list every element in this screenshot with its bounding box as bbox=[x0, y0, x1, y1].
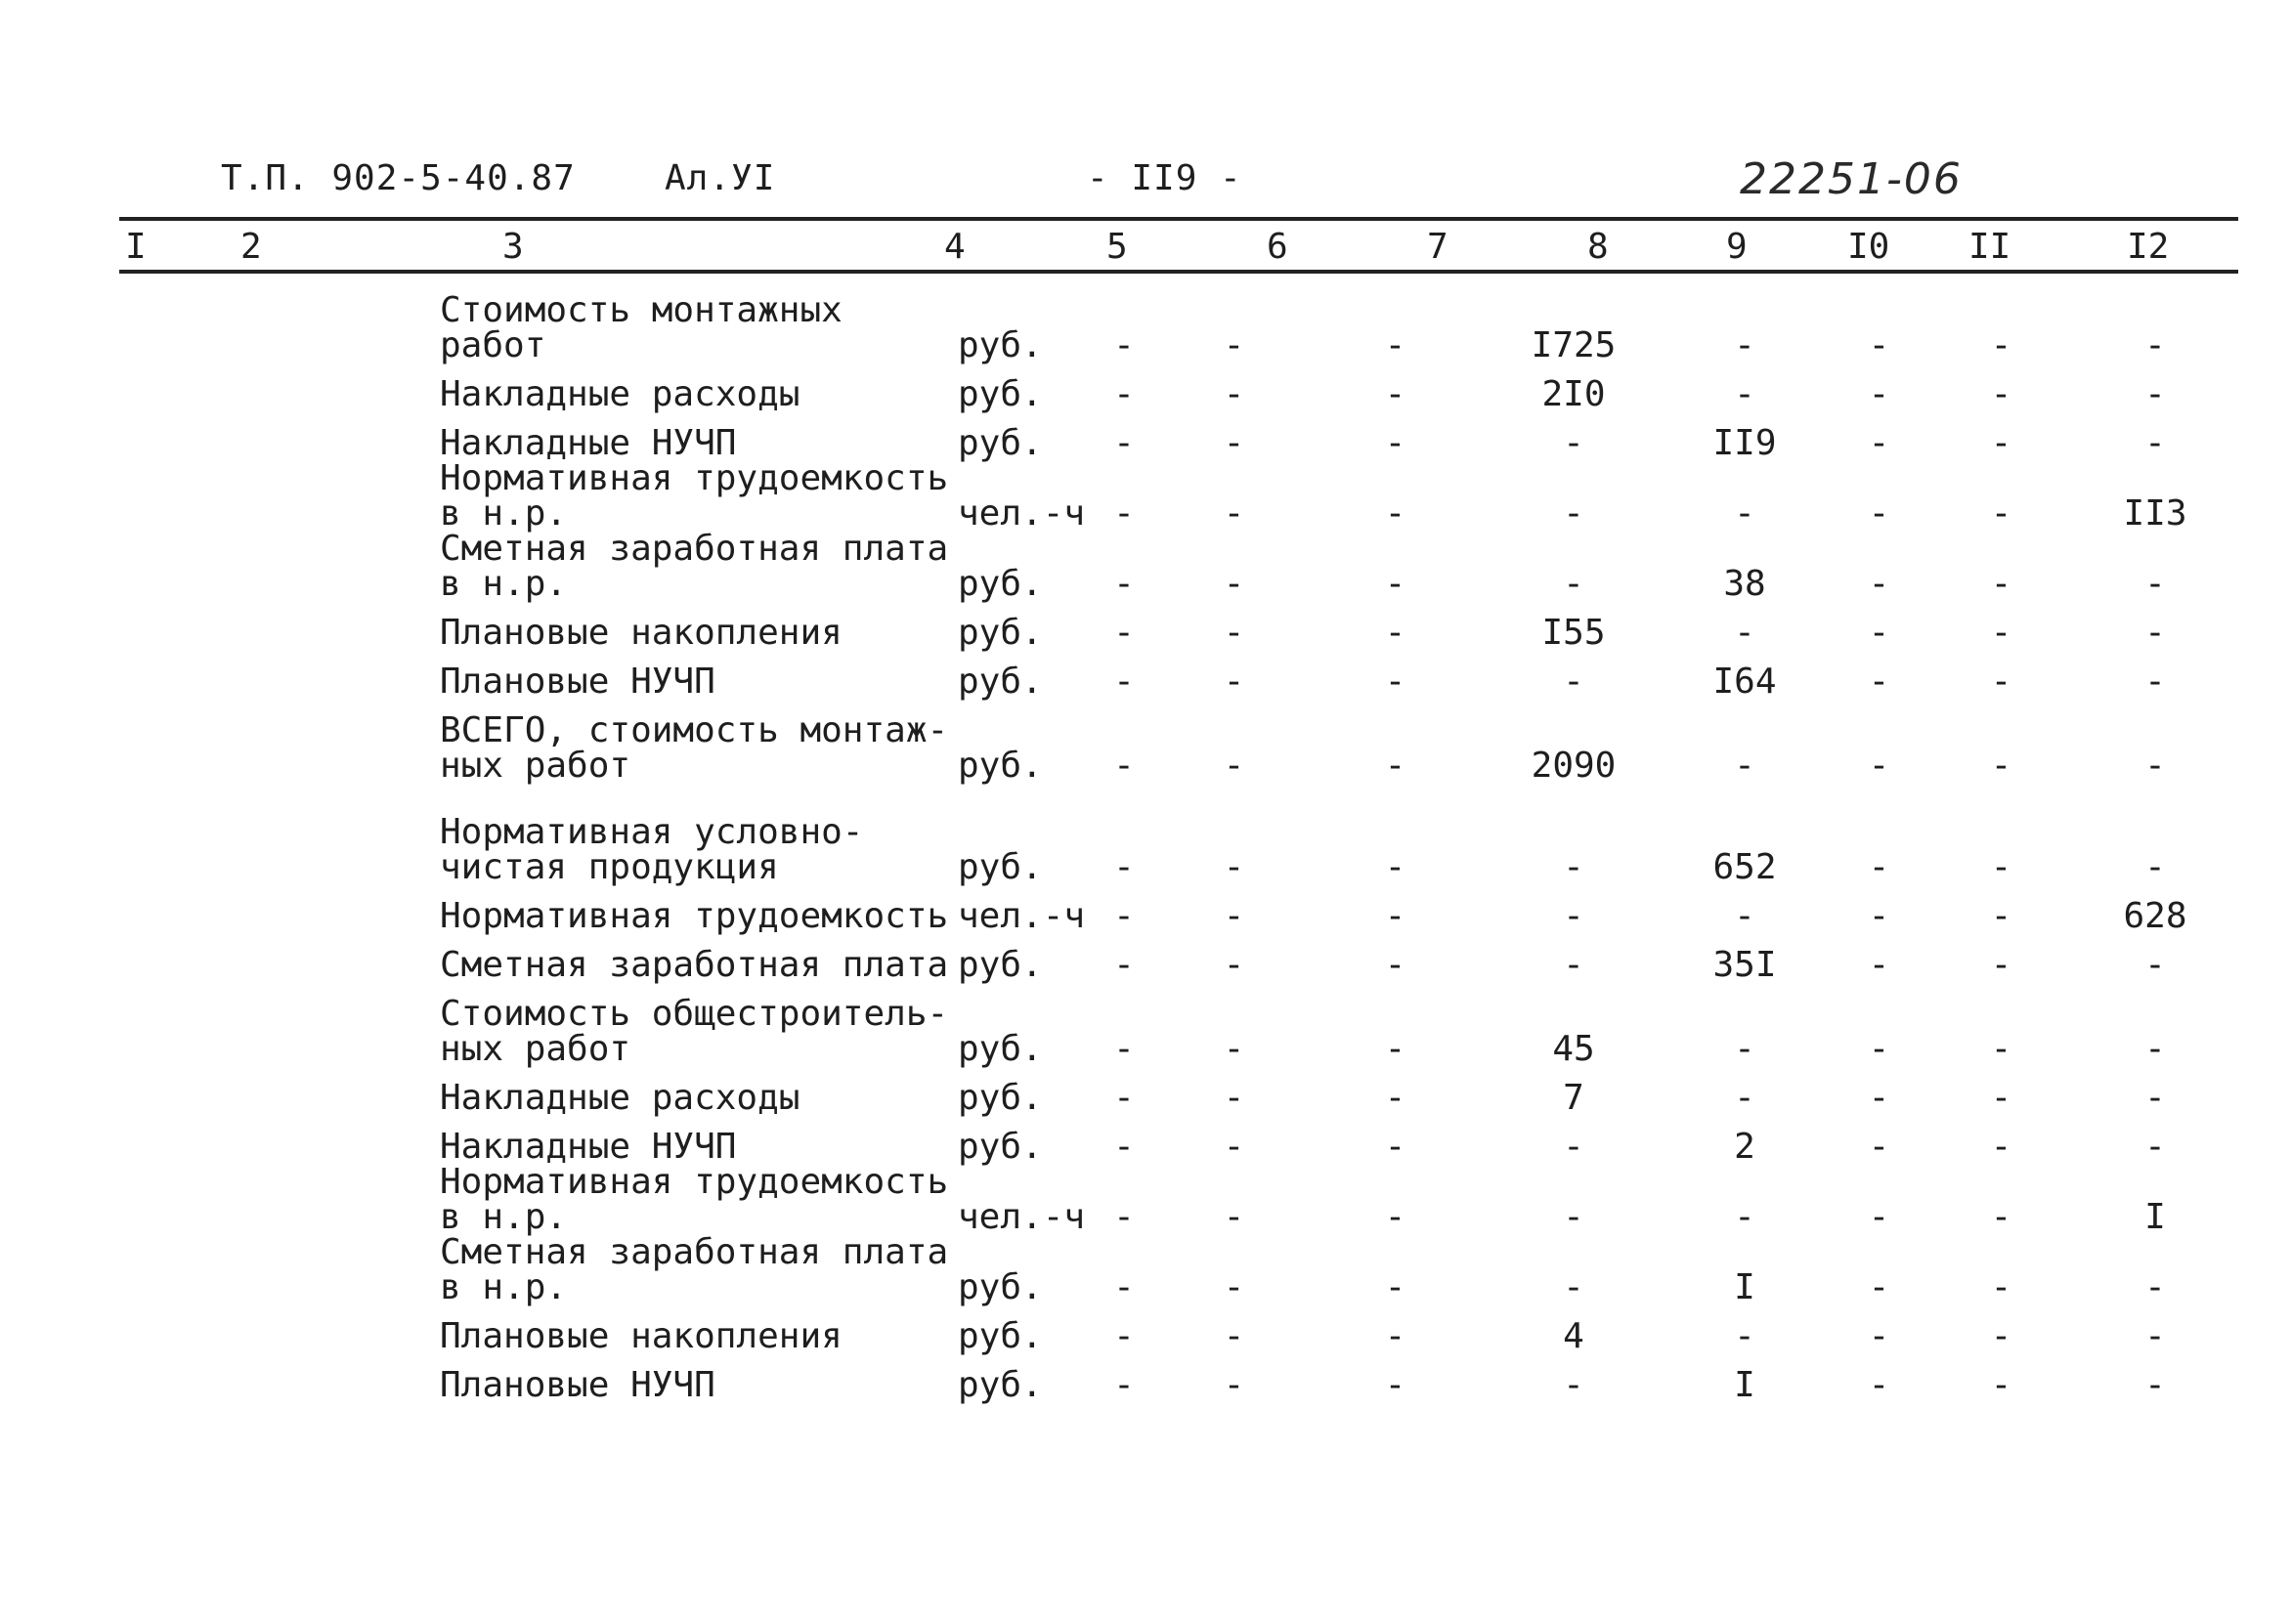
cell-col-6: - bbox=[1223, 374, 1245, 414]
cell-col-12: - bbox=[2144, 746, 2166, 786]
table-row bbox=[0, 1067, 2291, 1116]
cell-col-10: - bbox=[1868, 1267, 1890, 1307]
cell-col-7: - bbox=[1384, 423, 1406, 463]
cell-col-11: - bbox=[1990, 613, 2012, 653]
column-number: 2 bbox=[240, 227, 262, 267]
column-number: 3 bbox=[502, 227, 524, 267]
cell-col-9: - bbox=[1734, 1029, 1755, 1069]
cell-col-10: - bbox=[1868, 1078, 1890, 1118]
cell-col-7: - bbox=[1384, 746, 1406, 786]
cell-col-6: - bbox=[1223, 423, 1245, 463]
cell-col-5: - bbox=[1113, 1365, 1135, 1405]
estimate-table-body bbox=[0, 290, 2291, 1405]
row-indent bbox=[0, 293, 440, 363]
row-indent bbox=[0, 1235, 440, 1305]
estimate-table bbox=[0, 290, 2291, 1405]
row-indent bbox=[0, 412, 440, 461]
column-number: I2 bbox=[2127, 227, 2170, 267]
cell-col-8: - bbox=[1563, 1197, 1584, 1237]
row-indent bbox=[0, 1354, 440, 1403]
cell-col-10: - bbox=[1868, 945, 1890, 985]
cell-col-6: - bbox=[1223, 325, 1245, 365]
cell-col-10: - bbox=[1868, 1127, 1890, 1167]
cell-col-11: - bbox=[1990, 564, 2012, 604]
cell-col-7: - bbox=[1384, 493, 1406, 534]
cell-col-8: - bbox=[1563, 1127, 1584, 1167]
cell-col-12: - bbox=[2144, 1316, 2166, 1356]
cell-col-12: 628 bbox=[2123, 896, 2187, 936]
cell-col-11: - bbox=[1990, 493, 2012, 534]
cell-col-6: - bbox=[1223, 564, 1245, 604]
cell-col-11: - bbox=[1990, 1316, 2012, 1356]
row-unit: руб. bbox=[958, 374, 1043, 414]
cell-col-7: - bbox=[1384, 847, 1406, 887]
cell-col-12: - bbox=[2144, 374, 2166, 414]
cell-col-10: - bbox=[1868, 1316, 1890, 1356]
cell-col-10: - bbox=[1868, 746, 1890, 786]
table-row bbox=[0, 602, 2291, 651]
row-name: Плановые НУЧП bbox=[440, 662, 715, 702]
row-indent bbox=[0, 983, 440, 1067]
row-unit: чел.-ч bbox=[958, 1197, 1086, 1237]
row-unit: руб. bbox=[958, 1267, 1043, 1307]
row-unit: руб. bbox=[958, 1127, 1043, 1167]
row-indent bbox=[0, 461, 440, 532]
row-indent bbox=[0, 532, 440, 602]
cell-col-11: - bbox=[1990, 325, 2012, 365]
cell-col-12: - bbox=[2144, 613, 2166, 653]
cell-col-10: - bbox=[1868, 1029, 1890, 1069]
column-number: 9 bbox=[1726, 227, 1748, 267]
row-unit: чел.-ч bbox=[958, 493, 1086, 534]
cell-col-5: - bbox=[1113, 1127, 1135, 1167]
cell-col-8: 4 bbox=[1563, 1316, 1584, 1356]
table-row bbox=[0, 651, 2291, 700]
row-unit: руб. bbox=[958, 1316, 1043, 1356]
cell-col-5: - bbox=[1113, 564, 1135, 604]
row-name: Нормативная условно- чистая продукция bbox=[440, 812, 864, 887]
cell-col-12: - bbox=[2144, 1365, 2166, 1405]
row-indent bbox=[0, 1067, 440, 1116]
row-unit: руб. bbox=[958, 1078, 1043, 1118]
cell-col-5: - bbox=[1113, 896, 1135, 936]
cell-col-7: - bbox=[1384, 613, 1406, 653]
row-indent bbox=[0, 1165, 440, 1235]
cell-col-8: 2090 bbox=[1531, 746, 1617, 786]
cell-col-12: - bbox=[2144, 564, 2166, 604]
table-row bbox=[0, 293, 2291, 363]
cell-col-7: - bbox=[1384, 1197, 1406, 1237]
cell-col-5: - bbox=[1113, 662, 1135, 702]
column-number: 6 bbox=[1267, 227, 1288, 267]
cell-col-11: - bbox=[1990, 1029, 2012, 1069]
table-row bbox=[0, 1305, 2291, 1354]
cell-col-12: - bbox=[2144, 325, 2166, 365]
row-name: Стоимость монтажных работ bbox=[440, 290, 843, 365]
table-row bbox=[0, 700, 2291, 784]
row-unit: руб. bbox=[958, 746, 1043, 786]
cell-col-9: 652 bbox=[1712, 847, 1777, 887]
cell-col-7: - bbox=[1384, 1078, 1406, 1118]
row-indent bbox=[0, 651, 440, 700]
cell-col-8: - bbox=[1563, 847, 1584, 887]
column-number: I0 bbox=[1847, 227, 1890, 267]
table-row bbox=[0, 412, 2291, 461]
table-row bbox=[0, 934, 2291, 983]
row-name: ВСЕГО, стоимость монтаж- ных работ bbox=[440, 710, 949, 786]
cell-col-11: - bbox=[1990, 1078, 2012, 1118]
row-name: Сметная заработная плата bbox=[440, 945, 949, 985]
cell-col-5: - bbox=[1113, 945, 1135, 985]
cell-col-10: - bbox=[1868, 564, 1890, 604]
cell-col-6: - bbox=[1223, 1316, 1245, 1356]
cell-col-9: - bbox=[1734, 1316, 1755, 1356]
cell-col-10: - bbox=[1868, 423, 1890, 463]
cell-col-10: - bbox=[1868, 374, 1890, 414]
cell-col-9: I bbox=[1734, 1365, 1755, 1405]
cell-col-9: - bbox=[1734, 613, 1755, 653]
cell-col-7: - bbox=[1384, 1029, 1406, 1069]
row-unit: руб. bbox=[958, 564, 1043, 604]
table-row bbox=[0, 1235, 2291, 1305]
cell-col-9: 35I bbox=[1712, 945, 1777, 985]
cell-col-12: - bbox=[2144, 423, 2166, 463]
cell-col-8: 45 bbox=[1552, 1029, 1595, 1069]
cell-col-12: - bbox=[2144, 662, 2166, 702]
cell-col-8: 2I0 bbox=[1541, 374, 1606, 414]
document-code: Т.П. 902-5-40.87 bbox=[221, 158, 576, 198]
handwritten-number: 22251-06 bbox=[1740, 154, 1963, 204]
row-unit: руб. bbox=[958, 1029, 1043, 1069]
row-indent bbox=[0, 602, 440, 651]
cell-col-12: I bbox=[2144, 1197, 2166, 1237]
header-rule-top bbox=[119, 217, 2238, 221]
cell-col-11: - bbox=[1990, 423, 2012, 463]
cell-col-11: - bbox=[1990, 374, 2012, 414]
cell-col-5: - bbox=[1113, 1197, 1135, 1237]
cell-col-10: - bbox=[1868, 613, 1890, 653]
row-unit: руб. bbox=[958, 662, 1043, 702]
row-name: Накладные расходы bbox=[440, 1078, 800, 1118]
table-row bbox=[0, 885, 2291, 934]
row-unit: руб. bbox=[958, 945, 1043, 985]
cell-col-6: - bbox=[1223, 662, 1245, 702]
cell-col-11: - bbox=[1990, 847, 2012, 887]
cell-col-9: 2 bbox=[1734, 1127, 1755, 1167]
row-name: Накладные НУЧП bbox=[440, 423, 737, 463]
column-number: 7 bbox=[1427, 227, 1448, 267]
cell-col-6: - bbox=[1223, 613, 1245, 653]
cell-col-5: - bbox=[1113, 423, 1135, 463]
row-unit: руб. bbox=[958, 325, 1043, 365]
cell-col-10: - bbox=[1868, 1365, 1890, 1405]
cell-col-7: - bbox=[1384, 564, 1406, 604]
cell-col-12: - bbox=[2144, 847, 2166, 887]
cell-col-9: - bbox=[1734, 374, 1755, 414]
table-row bbox=[0, 1165, 2291, 1235]
cell-col-6: - bbox=[1223, 1078, 1245, 1118]
cell-col-7: - bbox=[1384, 896, 1406, 936]
cell-col-11: - bbox=[1990, 662, 2012, 702]
cell-col-7: - bbox=[1384, 1316, 1406, 1356]
cell-col-5: - bbox=[1113, 847, 1135, 887]
row-name: Сметная заработная плата в н.р. bbox=[440, 1232, 949, 1307]
cell-col-8: - bbox=[1563, 662, 1584, 702]
cell-col-11: - bbox=[1990, 1197, 2012, 1237]
cell-col-12: - bbox=[2144, 945, 2166, 985]
cell-col-8: I55 bbox=[1541, 613, 1606, 653]
row-name: Сметная заработная плата в н.р. bbox=[440, 529, 949, 604]
cell-col-9: - bbox=[1734, 325, 1755, 365]
cell-col-11: - bbox=[1990, 1365, 2012, 1405]
cell-col-5: - bbox=[1113, 493, 1135, 534]
sheet-label: Ал.УI bbox=[665, 158, 776, 198]
table-row bbox=[0, 1354, 2291, 1403]
column-number: 4 bbox=[944, 227, 966, 267]
cell-col-10: - bbox=[1868, 662, 1890, 702]
row-unit: руб. bbox=[958, 423, 1043, 463]
cell-col-5: - bbox=[1113, 1267, 1135, 1307]
cell-col-9: - bbox=[1734, 493, 1755, 534]
cell-col-10: - bbox=[1868, 1197, 1890, 1237]
cell-col-7: - bbox=[1384, 325, 1406, 365]
row-unit: руб. bbox=[958, 847, 1043, 887]
cell-col-6: - bbox=[1223, 945, 1245, 985]
row-unit: чел.-ч bbox=[958, 896, 1086, 936]
cell-col-8: - bbox=[1563, 1365, 1584, 1405]
cell-col-7: - bbox=[1384, 662, 1406, 702]
cell-col-11: - bbox=[1990, 945, 2012, 985]
cell-col-6: - bbox=[1223, 847, 1245, 887]
page-number: - II9 - bbox=[1087, 158, 1242, 198]
cell-col-9: 38 bbox=[1723, 564, 1766, 604]
cell-col-10: - bbox=[1868, 847, 1890, 887]
cell-col-6: - bbox=[1223, 1197, 1245, 1237]
cell-col-12: - bbox=[2144, 1078, 2166, 1118]
cell-col-8: - bbox=[1563, 1267, 1584, 1307]
row-name: Плановые накопления bbox=[440, 1316, 843, 1356]
row-name: Накладные НУЧП bbox=[440, 1127, 737, 1167]
row-name: Стоимость общестроитель- ных работ bbox=[440, 994, 949, 1069]
cell-col-7: - bbox=[1384, 945, 1406, 985]
cell-col-7: - bbox=[1384, 1127, 1406, 1167]
table-row bbox=[0, 363, 2291, 412]
cell-col-6: - bbox=[1223, 896, 1245, 936]
cell-col-10: - bbox=[1868, 493, 1890, 534]
cell-col-9: I64 bbox=[1712, 662, 1777, 702]
row-name: Плановые НУЧП bbox=[440, 1365, 715, 1405]
cell-col-10: - bbox=[1868, 325, 1890, 365]
cell-col-7: - bbox=[1384, 374, 1406, 414]
cell-col-8: - bbox=[1563, 945, 1584, 985]
cell-col-5: - bbox=[1113, 613, 1135, 653]
table-row bbox=[0, 1116, 2291, 1165]
cell-col-5: - bbox=[1113, 1029, 1135, 1069]
cell-col-6: - bbox=[1223, 1029, 1245, 1069]
cell-col-6: - bbox=[1223, 746, 1245, 786]
table-row bbox=[0, 983, 2291, 1067]
row-name: Нормативная трудоемкость в н.р. bbox=[440, 458, 949, 534]
row-name: Нормативная трудоемкость bbox=[440, 896, 949, 936]
column-number: I bbox=[125, 227, 147, 267]
table-row bbox=[0, 784, 2291, 885]
cell-col-9: - bbox=[1734, 896, 1755, 936]
row-unit: руб. bbox=[958, 1365, 1043, 1405]
cell-col-7: - bbox=[1384, 1365, 1406, 1405]
cell-col-12: II3 bbox=[2123, 493, 2187, 534]
cell-col-8: - bbox=[1563, 564, 1584, 604]
cell-col-11: - bbox=[1990, 896, 2012, 936]
cell-col-5: - bbox=[1113, 1316, 1135, 1356]
table-row bbox=[0, 532, 2291, 602]
cell-col-6: - bbox=[1223, 1127, 1245, 1167]
row-indent bbox=[0, 363, 440, 412]
cell-col-8: - bbox=[1563, 423, 1584, 463]
cell-col-5: - bbox=[1113, 746, 1135, 786]
cell-col-11: - bbox=[1990, 1267, 2012, 1307]
cell-col-9: - bbox=[1734, 746, 1755, 786]
column-number: 5 bbox=[1106, 227, 1128, 267]
row-indent bbox=[0, 1116, 440, 1165]
cell-col-12: - bbox=[2144, 1267, 2166, 1307]
row-name: Нормативная трудоемкость в н.р. bbox=[440, 1162, 949, 1237]
row-indent bbox=[0, 784, 440, 885]
cell-col-12: - bbox=[2144, 1029, 2166, 1069]
cell-col-5: - bbox=[1113, 325, 1135, 365]
row-indent bbox=[0, 1305, 440, 1354]
column-number: II bbox=[1968, 227, 2011, 267]
header-rule-bottom bbox=[119, 270, 2238, 274]
table-row bbox=[0, 461, 2291, 532]
cell-col-11: - bbox=[1990, 746, 2012, 786]
row-indent bbox=[0, 934, 440, 983]
row-name: Плановые накопления bbox=[440, 613, 843, 653]
cell-col-8: - bbox=[1563, 493, 1584, 534]
cell-col-10: - bbox=[1868, 896, 1890, 936]
cell-col-8: 7 bbox=[1563, 1078, 1584, 1118]
row-unit: руб. bbox=[958, 613, 1043, 653]
cell-col-5: - bbox=[1113, 374, 1135, 414]
row-indent bbox=[0, 885, 440, 934]
column-number: 8 bbox=[1587, 227, 1609, 267]
cell-col-7: - bbox=[1384, 1267, 1406, 1307]
cell-col-11: - bbox=[1990, 1127, 2012, 1167]
cell-col-9: I bbox=[1734, 1267, 1755, 1307]
row-indent bbox=[0, 700, 440, 784]
cell-col-6: - bbox=[1223, 493, 1245, 534]
cell-col-6: - bbox=[1223, 1365, 1245, 1405]
cell-col-9: II9 bbox=[1712, 423, 1777, 463]
cell-col-9: - bbox=[1734, 1078, 1755, 1118]
cell-col-8: - bbox=[1563, 896, 1584, 936]
cell-col-5: - bbox=[1113, 1078, 1135, 1118]
cell-col-9: - bbox=[1734, 1197, 1755, 1237]
cell-col-6: - bbox=[1223, 1267, 1245, 1307]
cell-col-12: - bbox=[2144, 1127, 2166, 1167]
cell-col-8: I725 bbox=[1531, 325, 1617, 365]
row-name: Накладные расходы bbox=[440, 374, 800, 414]
